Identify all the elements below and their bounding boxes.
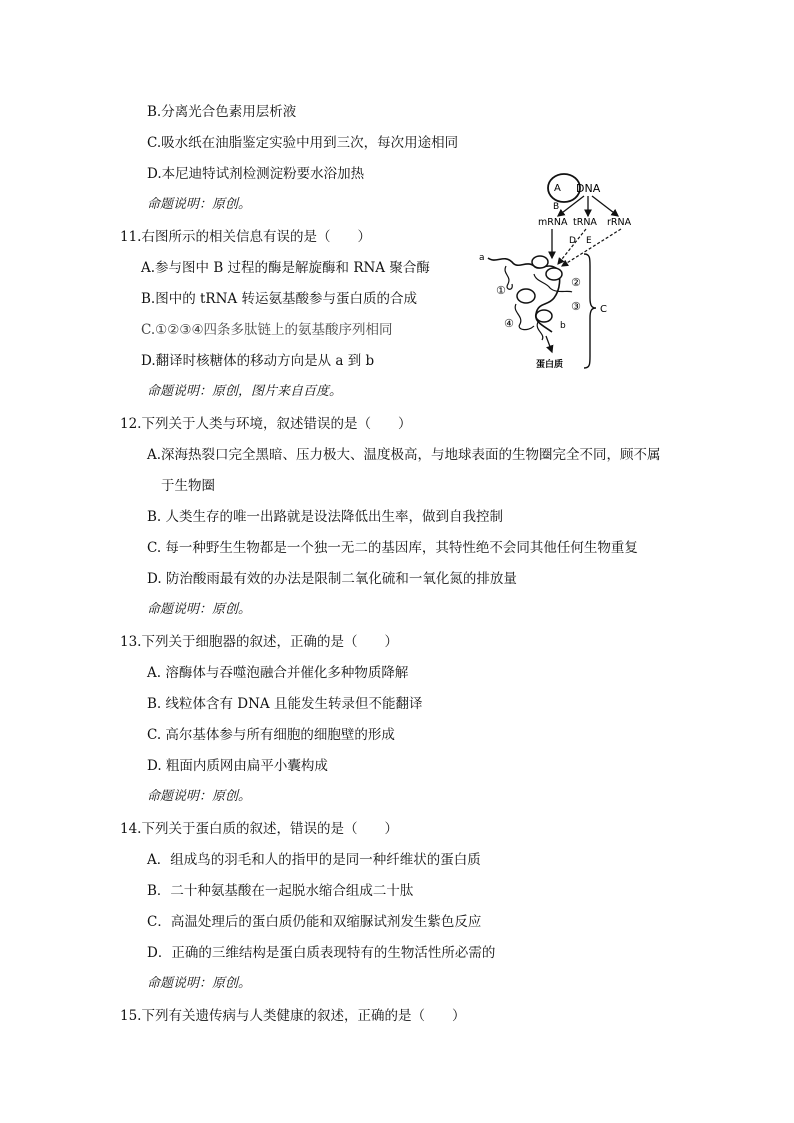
ribosome-3 [517,289,535,303]
q11-stem: 11.右图所示的相关信息有误的是（ ） [120,229,371,245]
q12-option-a-line2: 于生物圈 [161,478,215,494]
q10-option-c: C.吸水纸在油脂鉴定实验中用到三次，每次用途相同 [147,135,459,151]
q13-option-d: D. 粗面内质网由扁平小囊构成 [147,758,328,774]
label-chain-1: ① [496,284,506,297]
q13-option-a: A. 溶酶体与吞噬泡融合并催化多种物质降解 [147,665,409,681]
q14-option-c: C．高温处理后的蛋白质仍能和双缩脲试剂发生紫色反应 [147,914,482,930]
q14-option-a: A．组成鸟的羽毛和人的指甲的是同一种纤维状的蛋白质 [147,852,481,868]
label-a-end: a [479,253,485,263]
label-b-end: b [560,321,566,331]
label-trna: tRNA [573,217,597,228]
q14-stem: 14.下列关于蛋白质的叙述，错误的是（ ） [120,821,398,837]
ribosome-2 [546,268,562,280]
q11-option-c: C.①②③④四条多肽链上的氨基酸序列相同 [141,322,393,338]
arrow-d-dashed [558,229,586,264]
label-b-process: B [553,202,560,212]
q10-option-d: D.本尼迪特试剂检测淀粉要水浴加热 [147,166,365,182]
q11-option-a: A.参与图中 B 过程的酶是解旋酶和 RNA 聚合酶 [141,260,430,276]
label-e-process: E [586,236,592,246]
arrow-to-protein [546,336,552,352]
label-d-process: D [569,236,576,246]
label-rrna: rRNA [607,217,632,228]
brace-c [584,254,596,368]
arrow-dna-mrna [558,196,584,216]
q12-option-d: D. 防治酸雨最有效的办法是限制二氧化硫和一氧化氮的排放量 [147,571,517,587]
label-chain-3: ③ [571,300,581,313]
q13-note: 命题说明：原创。 [147,789,252,804]
q13-stem: 13.下列关于细胞器的叙述，正确的是（ ） [120,634,398,650]
q12-option-c: C. 每一种野生生物都是一个独一无二的基因库，其特性绝不会同其他任何生物重复 [147,540,638,556]
q13-option-c: C. 高尔基体参与所有细胞的细胞壁的形成 [147,727,395,743]
polypeptide-1 [505,266,512,289]
q11-option-b: B.图中的 tRNA 转运氨基酸参与蛋白质的合成 [141,291,417,307]
q10-option-b: B.分离光合色素用层析液 [147,104,297,120]
label-c-process: C [600,304,607,315]
q12-option-b: B. 人类生存的唯一出路就是设法降低出生率，做到自我控制 [147,509,504,525]
arrow-e-dashed [562,229,621,266]
translation-diagram [476,166,646,376]
label-a-process: A [554,183,561,194]
q14-option-b: B．二十种氨基酸在一起脱水缩合组成二十肽 [147,883,414,899]
q10-note: 命题说明：原创。 [147,197,252,212]
label-dna: DNA [576,182,601,195]
q14-option-d: D．正确的三维结构是蛋白质表现特有的生物活性所必需的 [147,945,496,961]
polypeptide-3 [515,304,534,330]
label-protein: 蛋白质 [536,360,564,370]
q12-note: 命题说明：原创。 [147,602,252,617]
label-chain-2: ② [571,276,581,289]
q14-note: 命题说明：原创。 [147,976,252,991]
q13-option-b: B. 线粒体含有 DNA 且能发生转录但不能翻译 [147,696,423,712]
q11-option-d: D.翻译时核糖体的移动方向是从 a 到 b [141,353,375,369]
ribosome-1 [532,256,548,268]
ribosome-4 [536,310,552,322]
q12-option-a-line1: A.深海热裂口完全黑暗、压力极大、温度极高，与地球表面的生物圈完全不同，顾不属 [147,447,661,463]
arrow-dna-rrna [592,196,618,216]
q11-note: 命题说明：原创，图片来自百度。 [147,384,343,399]
q15-stem: 15.下列有关遗传病与人类健康的叙述，正确的是（ ） [120,1008,466,1024]
label-mrna: mRNA [538,217,568,228]
q12-stem: 12.下列关于人类与环境，叙述错误的是（ ） [120,416,412,432]
label-chain-4: ④ [504,317,514,330]
